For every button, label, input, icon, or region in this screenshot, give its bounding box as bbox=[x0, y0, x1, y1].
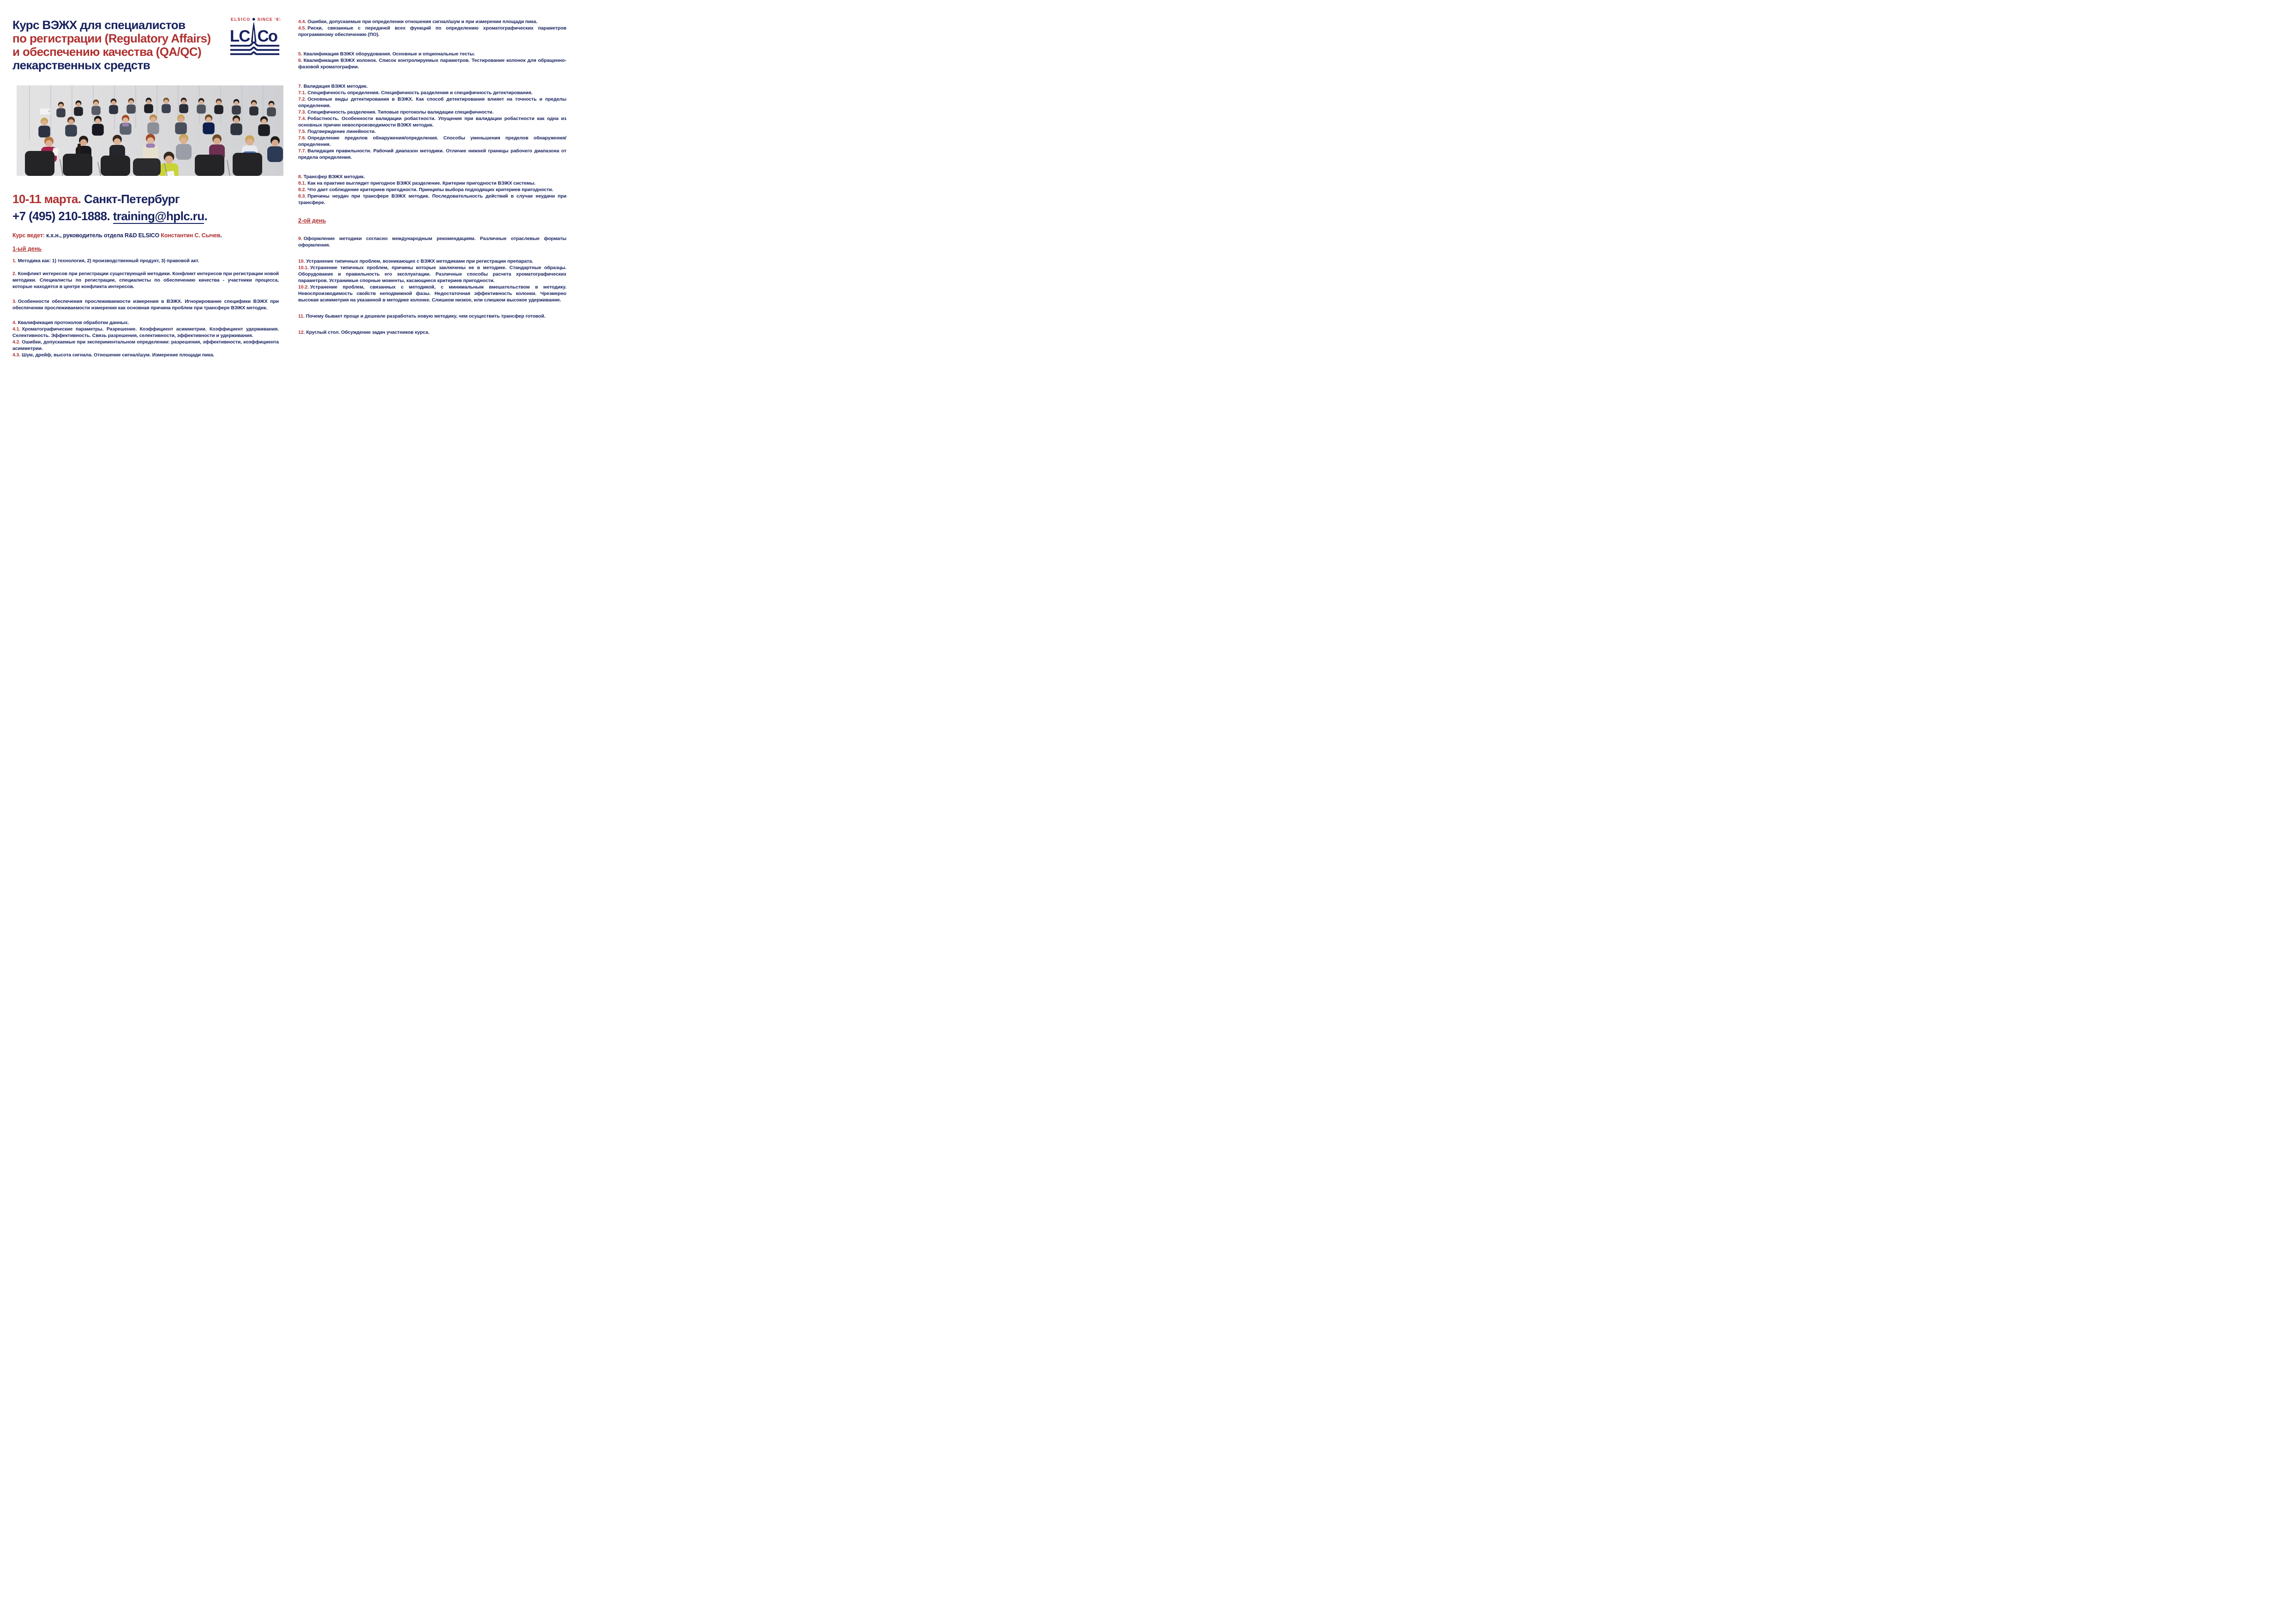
program-item-7-2: 7.2. Основные виды детектирования в ВЭЖХ. Как способ детектирования влияет на точность и пределы определения. bbox=[298, 96, 566, 108]
logo-baseline-3 bbox=[230, 52, 279, 54]
logo-mark-lc: LC bbox=[229, 27, 250, 45]
program-item-7-6: 7.6. Определение пределов обнаружения/определения. Способы уменьшения пределов обнаружения/определения. bbox=[298, 135, 566, 147]
instructor-name: Константин С. Сычев bbox=[161, 232, 221, 239]
logo-brand-left: ELSICO bbox=[230, 17, 251, 22]
program-item-7-5: 7.5. Подтверждение линейности. bbox=[298, 129, 376, 134]
program-left bbox=[12, 258, 279, 358]
email-period: . bbox=[204, 209, 208, 223]
day2-heading: 2-ой день bbox=[298, 217, 326, 224]
event-contacts bbox=[12, 208, 289, 225]
program-item-3: 3. Особенности обеспечения прослеживаемости измерения в ВЭЖХ. Игнорирование специфики ВЭЖХ при обеспечении прослеживаемости измерения как основная причина проблем при трансфере ВЭЖХ методик. bbox=[12, 299, 279, 311]
program-item-10-2: 10.2. Устранение проблем, связанных с методикой, с минимальным вмешательством в методику. Невоспроизводимость свойств неподвижной фазы. Недостаточная эффективность колонки. Чрезмерно высокая асимметрия на указанной в методике колонке. Слишком низкое, или слишком высокое удерживание. bbox=[298, 284, 566, 303]
photo-projector-lens bbox=[48, 110, 51, 113]
program-item-9: 9. Оформление методики согласно международным рекомендациям. Различные отраслевые форматы оформления. bbox=[298, 236, 566, 248]
instructor-degree: к.х.н., руководитель отдела R&D ELSICO bbox=[44, 232, 161, 239]
program-item-7-7: 7.7. Валидация правильности. Рабочий диапазон методики. Отличие нижней границы рабочего диапазона от предела определения. bbox=[298, 148, 566, 160]
program-item-7-1: 7.1. Специфичность определения. Специфичность разделения и специфичность детектирования. bbox=[298, 90, 533, 96]
program-item-6: 6. Квалификация ВЭЖХ колонок. Список контролируемых параметров. Тестирование колонок для обращенно-фазовой хроматографии. bbox=[298, 58, 566, 70]
event-block bbox=[12, 191, 289, 225]
program-item-7: 7. Валидация ВЭЖХ методик. bbox=[298, 84, 368, 89]
program-item-2: 2. Конфликт интересов при регистрации существующей методики. Конфликт интересов при регистрации новой методики. Специалисты по регистрации, специалисты по обеспечению качества - участники процесса, которые находятся в центре конфликта интересов. bbox=[12, 271, 279, 289]
program-item-11: 11. Почему бывает проще и дешевле разработать новую методику, чем осуществить трансфер готовой. bbox=[298, 313, 546, 319]
program-item-8-3: 8.3. Причины неудач при трансфере ВЭЖХ методик. Последовательность действий в случае неудачи при трансфере. bbox=[298, 193, 566, 205]
program-item-7-3: 7.3. Специфичность разделения. Типовые протоколы валидации специфичности. bbox=[298, 109, 494, 115]
program-item-8: 8. Трансфер ВЭЖХ методик. bbox=[298, 174, 365, 180]
program-item-4-1: 4.1. Хроматографические параметры. Разрешение. Коэффициент асимметрии. Коэффициент удерживания. Селективность. Эффективность. Связь разрешения, селективности, эффективности и удерживания. bbox=[12, 326, 279, 338]
chromatogram-logo-icon bbox=[229, 15, 280, 58]
seminar-photo bbox=[17, 85, 283, 176]
logo-mark-co: Co bbox=[257, 27, 277, 45]
photo-middle-row bbox=[38, 114, 270, 138]
instructor-line: Курс ведет: к.х.н., руководитель отдела R&D ELSICO Константин С. Сычев. bbox=[12, 232, 222, 239]
program-item-4-2: 4.2. Ошибки, допускаемые при экспериментальном определении: разрешения, эффективности, коэффициента асимметрии. bbox=[12, 339, 279, 351]
title-line-3: и обеспечению качества (QA/QC) bbox=[12, 45, 202, 59]
elsico-logo bbox=[229, 15, 280, 58]
day1-heading: 1-ый день bbox=[12, 246, 42, 252]
seminar-photo-illustration bbox=[17, 85, 283, 176]
program-item-10-1: 10.1. Устранение типичных проблем, причины которые заключены не в методике. Стандартные образцы. Оборудование и правильность его эксплуатации. Различные способы расчета хроматографических параметров. Устранимые спорные моменты, касающиеся критериев пригодности. bbox=[298, 265, 566, 283]
program-item-10: 10. Устранение типичных проблем, возникающих с ВЭЖХ методиками при регистрации препарата. bbox=[298, 259, 533, 264]
program-item-12: 12. Круглый стол. Обсуждение задач участников курса. bbox=[298, 330, 430, 335]
title-line-2: по регистрации (Regulatory Affairs) bbox=[12, 31, 211, 45]
program-item-4-5: 4.5. Риски, связанные с передачей всех функций по определению хроматографических параметров программному обеспечению (ПО). bbox=[298, 25, 566, 37]
program-item-4: 4. Квалификация протоколов обработки данных. bbox=[12, 320, 129, 325]
logo-peak-dot bbox=[252, 18, 255, 21]
logo-baseline-2 bbox=[230, 48, 279, 50]
flyer-page bbox=[0, 0, 572, 406]
program-item-8-2: 8.2. Что дает соблюдение критериев пригодности. Принципы выбора подходящих критериев пригодности. bbox=[298, 187, 553, 192]
program-item-7-4: 7.4. Робастность. Особенности валидации робастности. Упущения при валидации робастности как одна из основных причин невоспроизводимости ВЭЖХ методик. bbox=[298, 116, 566, 128]
program-item-4-4: 4.4. Ошибки, допускаемые при определении отношения сигнал/шум и при измерении площади пика. bbox=[298, 19, 538, 24]
program-item-5: 5. Квалификация ВЭЖХ оборудования. Основные и опциональные тесты. bbox=[298, 51, 475, 57]
email-link[interactable]: training@hplc.ru bbox=[113, 209, 204, 223]
event-city: Санкт-Петербург bbox=[81, 192, 180, 206]
logo-peak bbox=[251, 22, 257, 42]
title-line-4: лекарственных средств bbox=[12, 58, 150, 72]
event-date: 10-11 марта. bbox=[12, 192, 81, 206]
logo-brand-right: SINCE ‘87 bbox=[257, 17, 280, 22]
program-item-8-1: 8.1. Как на практике выглядит пригодное ВЭЖХ разделение. Критерии пригодности ВЭЖХ системы. bbox=[298, 180, 535, 186]
instructor-label: Курс ведет: bbox=[12, 232, 45, 239]
event-phone: +7 (495) 210-1888. bbox=[12, 209, 113, 223]
right-column bbox=[298, 18, 566, 336]
program-item-1: 1. Методика как: 1) технология, 2) производственный продукт, 3) правовой акт. bbox=[12, 258, 199, 264]
event-date-city bbox=[12, 191, 289, 208]
program-item-4-3: 4.3. Шум, дрейф, высота сигнала. Отношение сигнал/шум. Измерение площади пика. bbox=[12, 352, 215, 358]
title-line-1: Курс ВЭЖХ для специалистов bbox=[12, 18, 186, 32]
